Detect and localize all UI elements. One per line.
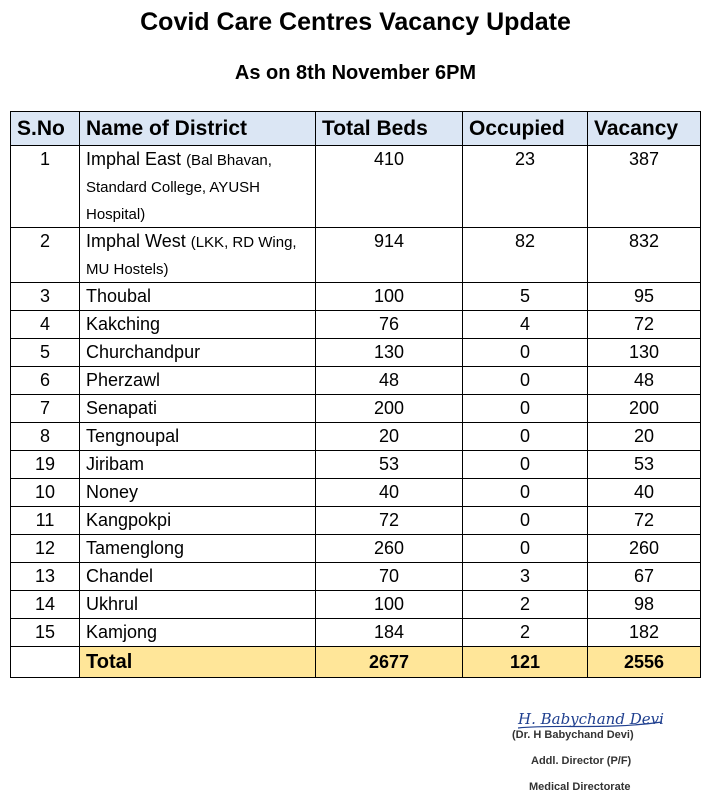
table-row xyxy=(11,563,701,591)
row-sno: 3 xyxy=(11,283,80,311)
row-vacancy: 200 xyxy=(588,395,701,423)
district-name: Pherzawl xyxy=(86,370,161,390)
row-occupied: 0 xyxy=(463,451,588,479)
row-district xyxy=(80,507,316,535)
district-name: Churchandpur xyxy=(86,342,201,362)
table-row xyxy=(11,395,701,423)
page-title: Covid Care Centres Vacancy Update xyxy=(140,8,571,36)
district-name: Jiribam xyxy=(86,454,145,474)
district-name: Chandel xyxy=(86,566,154,586)
district-name: Noney xyxy=(86,482,139,502)
row-district xyxy=(80,395,316,423)
header-occupied: Occupied xyxy=(463,112,588,146)
table-row xyxy=(11,591,701,619)
row-total-beds: 100 xyxy=(316,591,463,619)
row-vacancy: 182 xyxy=(588,619,701,647)
row-district xyxy=(80,228,316,283)
signatory-name: (Dr. H Babychand Devi) xyxy=(512,729,634,741)
table-row xyxy=(11,535,701,563)
district-name: Thoubal xyxy=(86,286,152,306)
row-vacancy: 98 xyxy=(588,591,701,619)
district-name: Kangpokpi xyxy=(86,510,172,530)
row-vacancy: 72 xyxy=(588,311,701,339)
row-sno: 7 xyxy=(11,395,80,423)
district-name: Senapati xyxy=(86,398,158,418)
district-note: (LKK, RD Wing, MU Hostels) xyxy=(86,234,297,278)
signatory-office: Medical Directorate xyxy=(529,781,631,793)
row-occupied: 0 xyxy=(463,395,588,423)
row-occupied: 4 xyxy=(463,311,588,339)
header-district: Name of District xyxy=(80,112,316,146)
row-occupied: 2 xyxy=(463,619,588,647)
row-sno: 11 xyxy=(11,507,80,535)
signatory-designation: Addl. Director (P/F) xyxy=(531,755,632,767)
district-name: Tengnoupal xyxy=(86,426,180,446)
row-total-beds: 914 xyxy=(316,228,463,283)
row-district xyxy=(80,591,316,619)
district-name: Tamenglong xyxy=(86,538,185,558)
total-vacancy-sum: 2556 xyxy=(588,647,701,678)
row-occupied: 2 xyxy=(463,591,588,619)
district-name: Kamjong xyxy=(86,622,158,642)
table-row xyxy=(11,311,701,339)
row-district xyxy=(80,563,316,591)
district-note: (Bal Bhavan, Standard College, AYUSH Hospital) xyxy=(86,152,272,223)
header-total-beds: Total Beds xyxy=(316,112,463,146)
district-name: Imphal West xyxy=(86,231,186,251)
row-sno: 2 xyxy=(11,228,80,283)
row-sno: 12 xyxy=(11,535,80,563)
signature-scrawl-text: H. Babychand Devi xyxy=(518,710,664,728)
table-row xyxy=(11,228,701,283)
row-total-beds: 72 xyxy=(316,507,463,535)
page-subtitle: As on 8th November 6PM xyxy=(234,62,477,84)
row-occupied: 82 xyxy=(463,228,588,283)
row-sno: 19 xyxy=(11,451,80,479)
row-occupied: 5 xyxy=(463,283,588,311)
table-row xyxy=(11,283,701,311)
row-occupied: 0 xyxy=(463,339,588,367)
row-occupied: 0 xyxy=(463,507,588,535)
row-sno: 4 xyxy=(11,311,80,339)
row-total-beds: 40 xyxy=(316,479,463,507)
row-vacancy: 53 xyxy=(588,451,701,479)
row-sno: 13 xyxy=(11,563,80,591)
row-vacancy: 20 xyxy=(588,423,701,451)
row-sno: 5 xyxy=(11,339,80,367)
district-name: Kakching xyxy=(86,314,161,334)
header-sno: S.No xyxy=(11,112,80,146)
row-total-beds: 100 xyxy=(316,283,463,311)
row-district xyxy=(80,339,316,367)
table-row xyxy=(11,339,701,367)
row-district xyxy=(80,451,316,479)
row-vacancy: 67 xyxy=(588,563,701,591)
row-district xyxy=(80,423,316,451)
row-sno: 15 xyxy=(11,619,80,647)
row-district xyxy=(80,535,316,563)
row-vacancy: 95 xyxy=(588,283,701,311)
vacancy-table xyxy=(10,111,701,678)
row-occupied: 0 xyxy=(463,479,588,507)
table-row xyxy=(11,619,701,647)
row-total-beds: 53 xyxy=(316,451,463,479)
row-total-beds: 20 xyxy=(316,423,463,451)
row-total-beds: 76 xyxy=(316,311,463,339)
total-sno-cell xyxy=(11,647,80,678)
total-label: Total xyxy=(80,647,316,678)
row-occupied: 23 xyxy=(463,146,588,228)
row-occupied: 0 xyxy=(463,535,588,563)
row-sno: 14 xyxy=(11,591,80,619)
row-vacancy: 260 xyxy=(588,535,701,563)
table-row xyxy=(11,451,701,479)
row-sno: 6 xyxy=(11,367,80,395)
row-sno: 10 xyxy=(11,479,80,507)
row-vacancy: 387 xyxy=(588,146,701,228)
row-vacancy: 130 xyxy=(588,339,701,367)
district-name: Imphal East xyxy=(86,149,182,169)
table-row xyxy=(11,423,701,451)
row-district xyxy=(80,311,316,339)
row-district xyxy=(80,283,316,311)
row-total-beds: 260 xyxy=(316,535,463,563)
row-district xyxy=(80,146,316,228)
row-total-beds: 184 xyxy=(316,619,463,647)
row-vacancy: 832 xyxy=(588,228,701,283)
district-name: Ukhrul xyxy=(86,594,139,614)
row-occupied: 0 xyxy=(463,367,588,395)
header-vacancy: Vacancy xyxy=(588,112,701,146)
total-row xyxy=(11,647,701,678)
table-row xyxy=(11,367,701,395)
row-sno: 1 xyxy=(11,146,80,228)
row-district xyxy=(80,619,316,647)
total-beds-sum: 2677 xyxy=(316,647,463,678)
total-occupied-sum: 121 xyxy=(463,647,588,678)
row-total-beds: 410 xyxy=(316,146,463,228)
row-vacancy: 40 xyxy=(588,479,701,507)
table-row xyxy=(11,146,701,228)
row-vacancy: 48 xyxy=(588,367,701,395)
row-vacancy: 72 xyxy=(588,507,701,535)
row-occupied: 0 xyxy=(463,423,588,451)
table-row xyxy=(11,479,701,507)
row-total-beds: 130 xyxy=(316,339,463,367)
table-header-row xyxy=(11,112,701,146)
row-district xyxy=(80,367,316,395)
row-total-beds: 48 xyxy=(316,367,463,395)
row-occupied: 3 xyxy=(463,563,588,591)
row-total-beds: 70 xyxy=(316,563,463,591)
row-sno: 8 xyxy=(11,423,80,451)
table-row xyxy=(11,507,701,535)
row-total-beds: 200 xyxy=(316,395,463,423)
row-district xyxy=(80,479,316,507)
